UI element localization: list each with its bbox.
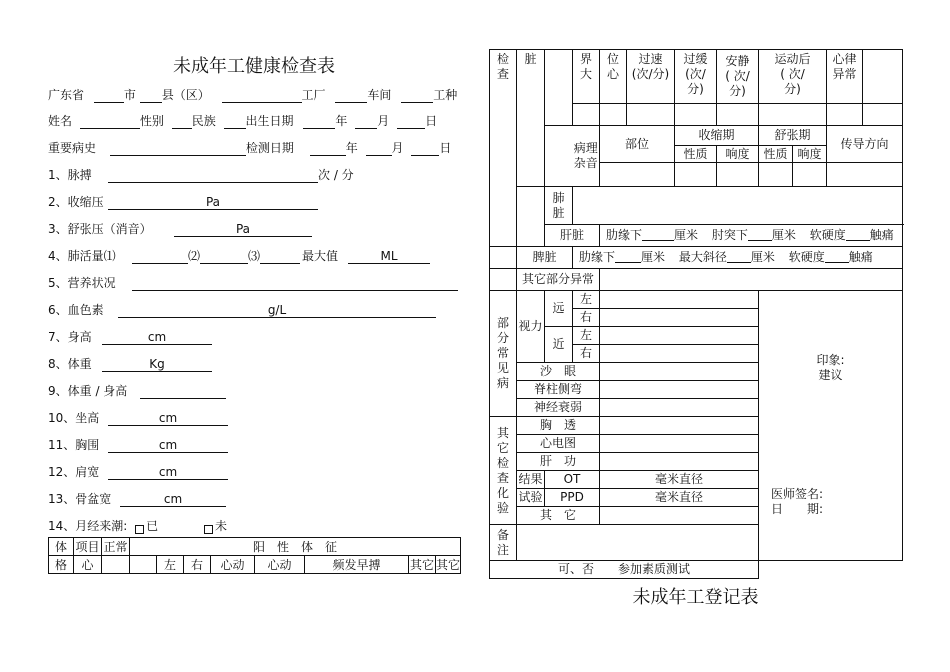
city-field[interactable] — [140, 89, 162, 103]
positive-signs-header: 阳 性 体 征 — [130, 538, 461, 556]
name-field[interactable] — [80, 115, 140, 129]
county-field[interactable] — [222, 89, 302, 103]
item-shoulder: 12、肩宽 cm — [48, 464, 228, 480]
workshop-field[interactable] — [401, 89, 433, 103]
address-row: 广东省 市 县（区） 工厂 车间 工种 — [48, 88, 458, 102]
organ-col: 脏 — [517, 50, 545, 187]
item-weight: 8、体重 Kg — [48, 356, 212, 372]
registration-title: 未成年工登记表 — [632, 587, 759, 608]
weight-field[interactable]: Kg — [102, 358, 212, 372]
item-pelvis: 13、骨盆宽 cm — [48, 491, 226, 507]
ethnic-field[interactable] — [224, 115, 246, 129]
weight-height-field[interactable] — [140, 385, 226, 399]
birth-month-field[interactable] — [355, 115, 377, 129]
shoulder-field[interactable]: cm — [108, 466, 228, 480]
item-chest: 11、胸围 cm — [48, 437, 228, 453]
personal-row: 姓名 性别 民族 出生日期 年 月 日 — [48, 114, 438, 128]
item-vital-capacity: 4、肺活量⑴ ⑵ ⑶ 最大值 ML — [48, 248, 430, 264]
item-hemoglobin: 6、血色素 g/L — [48, 302, 436, 318]
health-check-form — [48, 0, 460, 672]
common-disease-col: 部 分 常 见 病 — [490, 291, 517, 417]
vc3-field[interactable] — [260, 250, 300, 264]
hemoglobin-field[interactable]: g/L — [118, 304, 436, 318]
history-row: 重要病史 检测日期 年 月 日 — [48, 141, 452, 155]
item-sitting-height: 10、坐高 cm — [48, 410, 228, 426]
impression-cell[interactable]: 印象: 建议 医师签名: 日 期: — [759, 291, 903, 561]
other-abnormal-field[interactable] — [600, 269, 903, 291]
physique-table: 体 项目 正常 阳 性 体 征 格 心 左 右 心动 心动 频发早搏 其它 其它 — [48, 537, 461, 574]
item-nutrition: 5、营养状况 — [48, 275, 458, 291]
item-systolic: 2、收缩压 Pa — [48, 194, 318, 210]
exam-year-field[interactable] — [310, 142, 346, 156]
normal-cell[interactable] — [102, 556, 130, 574]
exam-day-field[interactable] — [411, 142, 439, 156]
exam-month-field[interactable] — [366, 142, 392, 156]
menstruation-yes-checkbox[interactable] — [135, 525, 144, 534]
systolic-field[interactable]: Pa — [108, 196, 318, 210]
lung-field[interactable] — [573, 187, 903, 225]
blank-cell[interactable] — [130, 556, 157, 574]
liver-row: 肋缘下 厘米 肘突下 厘米 软硬度 触痛 — [600, 225, 903, 247]
item-weight-height: 9、体重 / 身高 — [48, 383, 226, 399]
factory-field[interactable] — [335, 89, 367, 103]
item-menstruation: 14、月经来潮: 已 未 — [48, 519, 228, 533]
registration-table: 检 查 脏 界 大 位 心 过速 (次/分) 过缓 (次/ 分) 安静 ( 次/ 分) 运动后 ( 次/ 分) 心律 异常 病理 杂音 部位 收缩期 舒张期 传导方向 性质 响度 性质 响度 肺 脏 肝脏 肋缘下 厘米 肘突下 厘米 软硬度 触痛 脾脏 肋缘下 厘米 最大斜径 厘米 软硬度 触痛 其它部分异常 部 分 常 见 病 视力 远 左 印象: 建议 医师签名: 日 期: 右 近 左 右 沙 眼 脊柱侧弯 神经衰弱 其 它 检 查 化 验 胸 透 心电图 肝 功 结果 OT 毫米直径 试验 PPD 毫米直径 其 它 备 注 可、否 参加素质测试 — [489, 49, 903, 579]
quality-test-row: 可、否 参加素质测试 — [490, 561, 759, 579]
vc1-field[interactable] — [132, 250, 188, 264]
sitting-height-field[interactable]: cm — [108, 412, 228, 426]
item-diastolic: 3、舒张压（消音） Pa — [48, 221, 312, 237]
remarks-field[interactable] — [517, 525, 759, 561]
item-height: 7、身高 cm — [48, 329, 212, 345]
height-field[interactable]: cm — [102, 331, 212, 345]
vc-max-field[interactable]: ML — [348, 250, 430, 264]
vc2-field[interactable] — [200, 250, 248, 264]
pelvis-field[interactable]: cm — [120, 493, 226, 507]
menstruation-no-checkbox[interactable] — [204, 525, 213, 534]
other-exam-col: 其 它 检 查 化 验 — [490, 417, 517, 525]
spleen-row: 肋缘下 厘米 最大斜径 厘米 软硬度 触痛 — [573, 247, 903, 269]
nutrition-field[interactable] — [132, 277, 458, 291]
diastolic-field[interactable]: Pa — [174, 223, 312, 237]
pulse-field[interactable] — [108, 169, 318, 183]
birth-day-field[interactable] — [397, 115, 425, 129]
chest-field[interactable]: cm — [108, 439, 228, 453]
item-pulse: 1、脉搏 次 / 分 — [48, 168, 354, 182]
gender-field[interactable] — [172, 115, 192, 129]
form-title: 未成年工健康检查表 — [173, 56, 335, 77]
province-field[interactable] — [94, 89, 124, 103]
history-field[interactable] — [110, 142, 246, 156]
exam-col: 检 查 — [490, 50, 517, 247]
birth-year-field[interactable] — [303, 115, 335, 129]
